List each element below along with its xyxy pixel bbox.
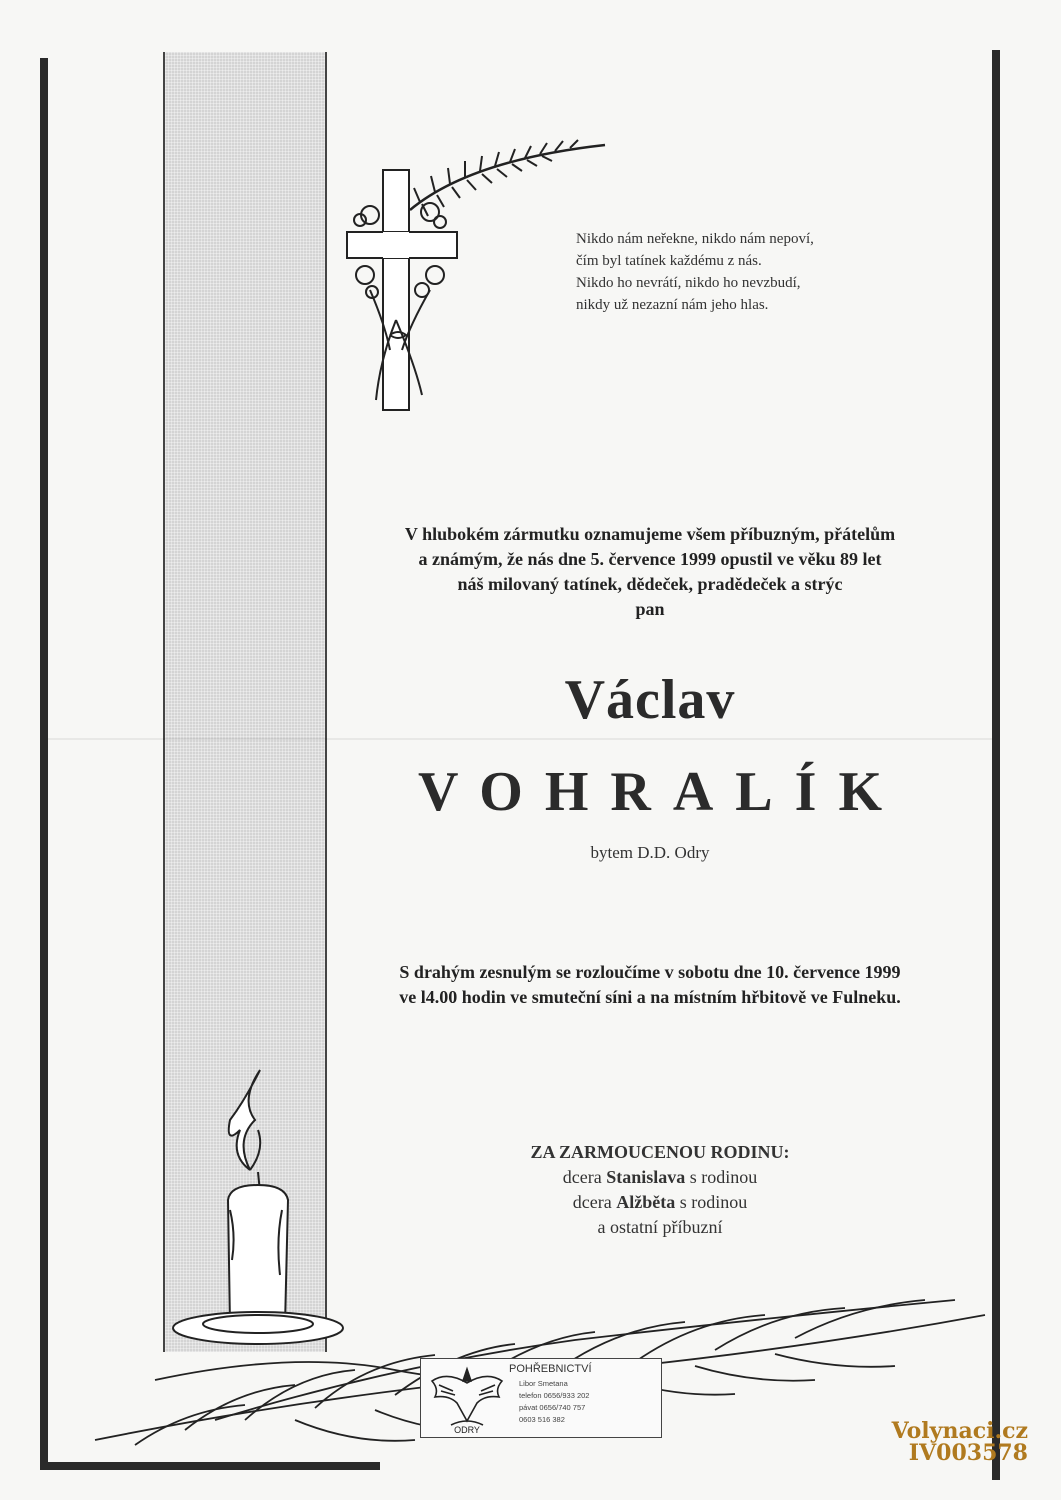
- paper-fold: [48, 738, 992, 740]
- member-prefix: dcera: [572, 1192, 617, 1212]
- stamp-line: 0603 516 382: [519, 1415, 565, 1424]
- family-others: a ostatní příbuzní: [597, 1217, 723, 1237]
- right-border-line: [992, 50, 1000, 1480]
- eagle-emblem-icon: [427, 1361, 507, 1435]
- member-suffix: s rodinou: [675, 1192, 748, 1212]
- poem-line: Nikdo ho nevrátí, nikdo ho nevzbudí,: [576, 275, 801, 291]
- announcement-line: náš milovaný tatínek, dědeček, pradědeček a strýc: [457, 574, 843, 594]
- member-name: Stanislava: [606, 1167, 686, 1187]
- announcement-line: a známým, že nás dne 5. července 1999 opustil ve věku 89 let: [418, 549, 882, 569]
- watermark-site: Volynaci.cz: [891, 1418, 1028, 1444]
- stamp-line: pávat 0656/740 757: [519, 1403, 586, 1412]
- deceased-surname: VOHRALÍK: [417, 761, 905, 823]
- announcement-line: pan: [635, 599, 665, 619]
- funeral-service-stamp: [420, 1358, 662, 1438]
- stamp-line: telefon 0656/933 202: [519, 1391, 590, 1400]
- member-suffix: s rodinou: [685, 1167, 758, 1187]
- member-name: Alžběta: [616, 1192, 676, 1212]
- family-member: [400, 1190, 920, 1215]
- deceased-first-name: Václav: [564, 669, 736, 731]
- poem-line: Nikdo nám neřekne, nikdo nám nepoví,: [576, 231, 814, 247]
- family-member: [400, 1165, 920, 1190]
- stamp-title: POHŘEBNICTVÍ: [509, 1363, 592, 1375]
- death-announcement: [330, 522, 970, 622]
- family-heading: ZA ZARMOUCENOU RODINU:: [530, 1142, 790, 1162]
- announcement-line: V hlubokém zármutku oznamujeme všem příbuzným, přátelům: [404, 524, 896, 544]
- farewell-line: ve l4.00 hodin ve smuteční síni a na místním hřbitově ve Fulneku.: [399, 987, 901, 1007]
- cross-icon: [340, 140, 610, 420]
- watermark: [868, 1420, 1028, 1464]
- poem-verse: [576, 228, 814, 316]
- deceased-residence: bytem D.D. Odry: [590, 843, 710, 862]
- watermark-code: IV003578: [908, 1440, 1028, 1466]
- member-prefix: dcera: [562, 1167, 607, 1187]
- poem-line: čím byl tatínek každému z nás.: [576, 253, 762, 269]
- stamp-line: Libor Smetana: [519, 1379, 568, 1388]
- funeral-details: [330, 960, 970, 1010]
- poem-line: nikdy už nezazní nám jeho hlas.: [576, 297, 769, 313]
- farewell-line: S drahým zesnulým se rozloučíme v sobotu dne 10. července 1999: [399, 962, 901, 982]
- stamp-emblem-text: ODRY: [454, 1425, 480, 1435]
- left-border-line: [40, 58, 48, 1470]
- family-signature: [400, 1140, 920, 1240]
